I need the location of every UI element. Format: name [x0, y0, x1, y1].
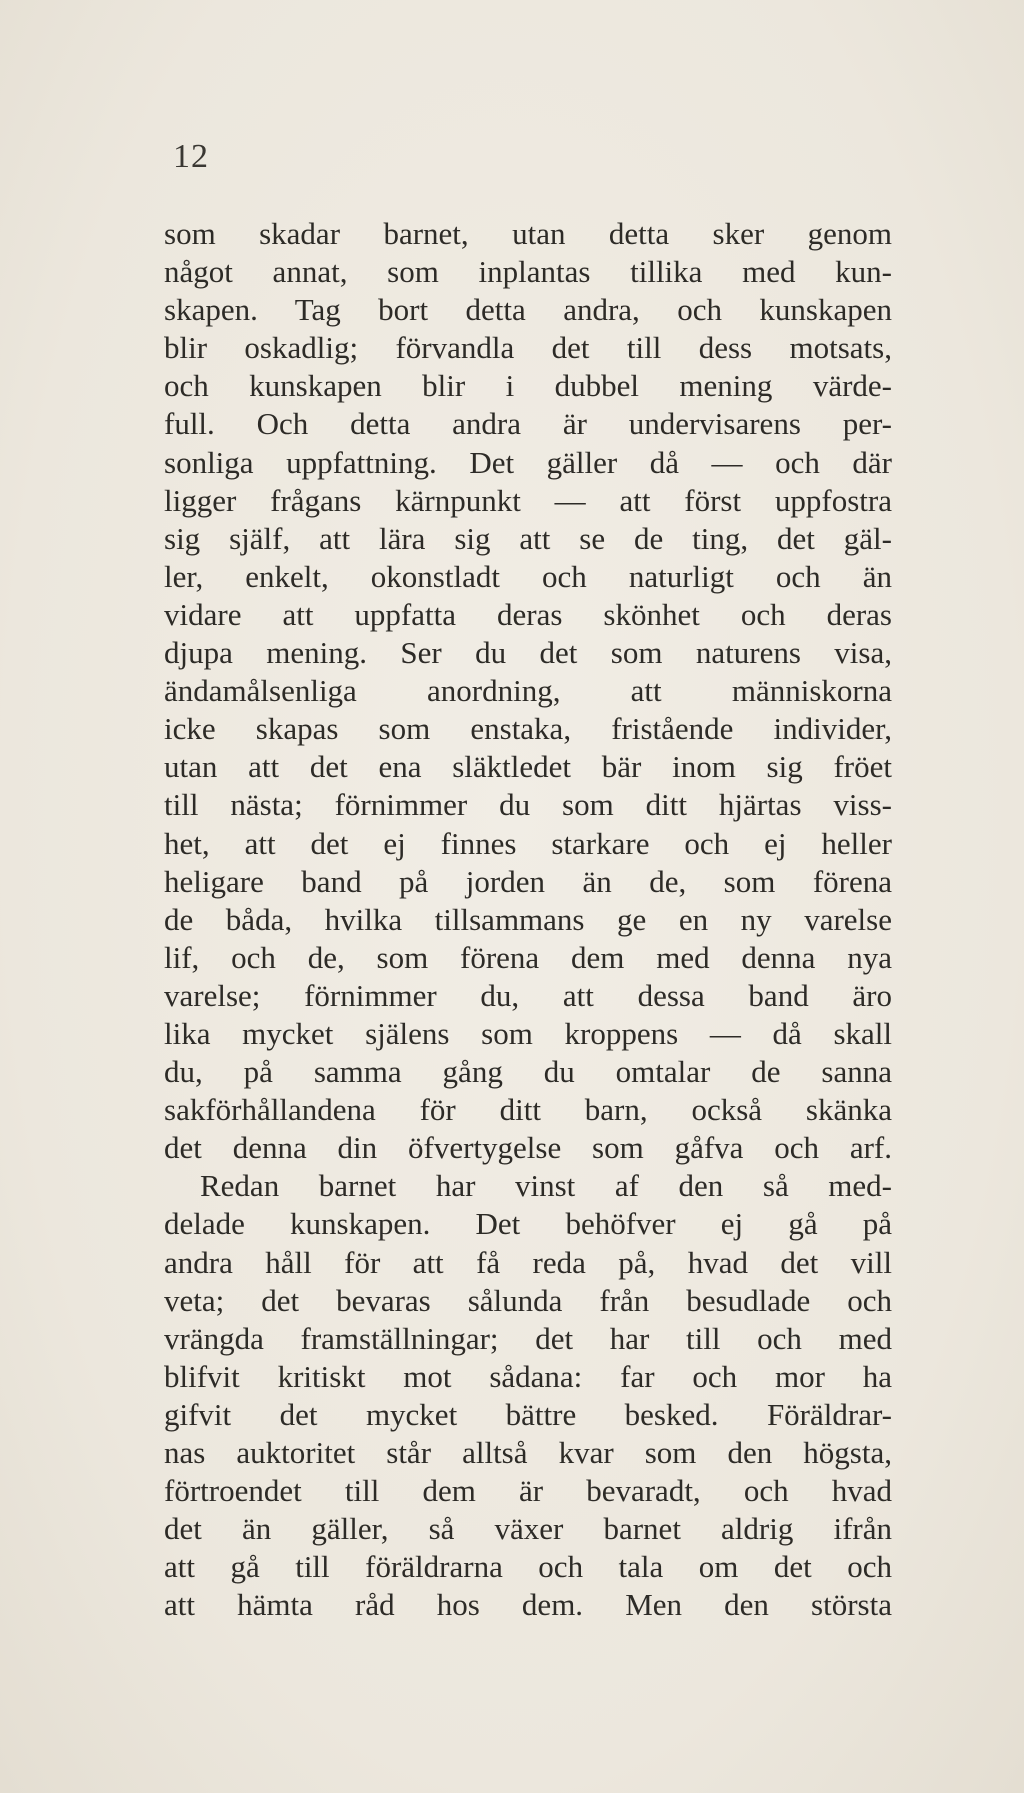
- text-line: det denna din öfvertygelse som gåfva och arf.: [164, 1130, 892, 1166]
- text-line: delade kunskapen. Det behöfver ej gå på: [164, 1206, 892, 1242]
- text-line: till nästa; förnimmer du som ditt hjärtas viss-: [164, 787, 892, 823]
- text-line: lif, och de, som förena dem med denna nya: [164, 939, 892, 975]
- text-line: blifvit kritiskt mot sådana: far och mor ha: [164, 1358, 892, 1394]
- text-line: andra håll för att få reda på, hvad det vill: [164, 1244, 892, 1280]
- text-line: det än gäller, så växer barnet aldrig ifrån: [164, 1511, 892, 1547]
- text-line: sig själf, att lära sig att se de ting, det gäl-: [164, 520, 892, 556]
- text-line: som skadar barnet, utan detta sker genom: [164, 216, 892, 251]
- text-line: skapen. Tag bort detta andra, och kunskapen: [164, 292, 892, 328]
- text-line: icke skapas som enstaka, fristående individer,: [164, 711, 892, 747]
- text-line: förtroendet till dem är bevaradt, och hvad: [164, 1473, 892, 1509]
- text-line: sakförhållandena för ditt barn, också skänka: [164, 1092, 892, 1128]
- text-line: vrängda framställningar; det har till och med: [164, 1320, 892, 1356]
- text-line: att hämta råd hos dem. Men den största: [164, 1587, 892, 1623]
- text-line: ler, enkelt, okonstladt och naturligt och än: [164, 558, 892, 594]
- text-line: het, att det ej finnes starkare och ej heller: [164, 825, 892, 861]
- text-line: vidare att uppfatta deras skönhet och deras: [164, 596, 892, 632]
- text-line: något annat, som inplantas tillika med kun-: [164, 254, 892, 290]
- page-number: 12: [173, 138, 209, 175]
- text-line: lika mycket själens som kroppens — då skall: [164, 1015, 892, 1051]
- paragraph-start-line: Redan barnet har vinst af den så med-: [200, 1168, 892, 1204]
- text-line: varelse; förnimmer du, att dessa band äro: [164, 977, 892, 1013]
- text-line: du, på samma gång du omtalar de sanna: [164, 1054, 892, 1090]
- text-line: utan att det ena släktledet bär inom sig fröet: [164, 749, 892, 785]
- text-line: full. Och detta andra är undervisarens per-: [164, 406, 892, 442]
- text-line: djupa mening. Ser du det som naturens visa,: [164, 635, 892, 671]
- text-line: ändamålsenliga anordning, att människorna: [164, 673, 892, 709]
- text-line: veta; det bevaras sålunda från besudlade och: [164, 1282, 892, 1318]
- text-line: ligger frågans kärnpunkt — att först uppfostra: [164, 482, 892, 518]
- text-line: och kunskapen blir i dubbel mening värde-: [164, 368, 892, 404]
- text-line: sonliga uppfattning. Det gäller då — och där: [164, 444, 892, 480]
- text-line: att gå till föräldrarna och tala om det och: [164, 1549, 892, 1585]
- text-line: nas auktoritet står alltså kvar som den högsta,: [164, 1435, 892, 1470]
- text-line: de båda, hvilka tillsammans ge en ny varelse: [164, 901, 892, 937]
- body-text: [164, 215, 892, 1624]
- text-line: heligare band på jorden än de, som förena: [164, 863, 892, 899]
- text-line: blir oskadlig; förvandla det till dess motsats,: [164, 330, 892, 366]
- text-line: gifvit det mycket bättre besked. Föräldrar-: [164, 1396, 892, 1432]
